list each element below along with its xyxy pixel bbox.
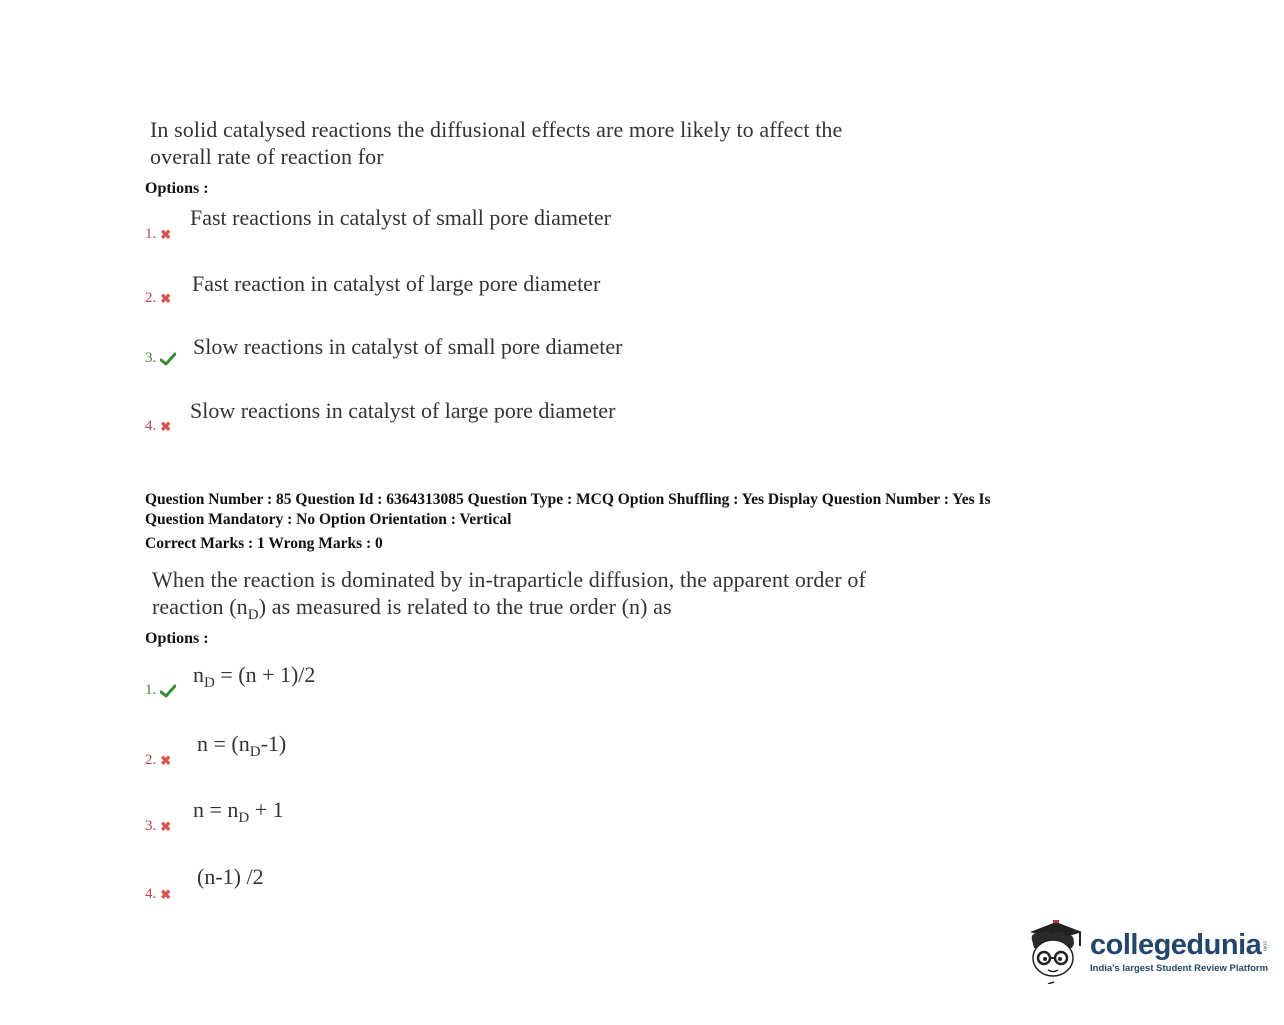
question-2-line-2: reaction $(n_D)$ as measured is related to the true order (n) as xyxy=(152,594,672,623)
q2-option-4-number: 4. ✖ xyxy=(145,886,172,902)
q1-option-4-text: Slow reactions in catalyst of large pore diameter xyxy=(190,398,616,423)
question-2-meta xyxy=(145,490,991,530)
correct-check-icon xyxy=(160,352,176,366)
wrong-cross-icon: ✖ xyxy=(160,226,172,242)
q2-option-3-text: $n = n_D + 1$ xyxy=(193,797,284,826)
wrong-cross-icon: ✖ xyxy=(160,290,172,306)
question-2-text xyxy=(152,566,866,629)
brand-name: collegedunia xyxy=(1090,929,1262,961)
options-label-1: Options : xyxy=(145,180,209,197)
question-1-line-2: overall rate of reaction for xyxy=(150,144,384,169)
mascot-icon xyxy=(1026,918,1084,984)
question-meta-line-1: Question Number : 85 Question Id : 6364313085 Question Type : MCQ Option Shuffling : Yes Display Question Number : Yes Is xyxy=(145,491,991,508)
q1-option-2-text: Fast reaction in catalyst of large pore diameter xyxy=(192,271,601,296)
wrong-cross-icon: ✖ xyxy=(160,752,172,768)
q2-option-1-text: $n_D = (n + 1)/2$ xyxy=(193,662,316,691)
question-1-text xyxy=(150,116,842,170)
question-meta-line-2: Question Mandatory : No Option Orientation : Vertical xyxy=(145,511,512,528)
q1-option-2-number: 2. ✖ xyxy=(145,290,172,306)
q1-option-3-number: 3. xyxy=(145,350,176,367)
brand-suffix: .com xyxy=(1261,940,1268,951)
q1-option-4-number: 4. ✖ xyxy=(145,418,172,434)
q2-option-2-text: $n = (n_D-1)$ xyxy=(197,731,287,760)
q1-option-1-text: Fast reactions in catalyst of small pore diameter xyxy=(190,205,611,230)
marks-line: Correct Marks : 1 Wrong Marks : 0 xyxy=(145,535,383,552)
q2-option-3-number: 3. ✖ xyxy=(145,818,172,834)
correct-check-icon xyxy=(160,684,176,698)
q1-option-3-text: Slow reactions in catalyst of small pore diameter xyxy=(193,334,623,359)
q2-option-2-number: 2. ✖ xyxy=(145,752,172,768)
brand-tagline: India's largest Student Review Platform xyxy=(1090,963,1269,974)
q2-option-4-text: (n-1) /2 xyxy=(197,864,264,889)
options-label-2: Options : xyxy=(145,630,209,647)
q1-option-1-number: 1. ✖ xyxy=(145,226,172,242)
wrong-cross-icon: ✖ xyxy=(160,886,172,902)
wrong-cross-icon: ✖ xyxy=(160,418,172,434)
collegedunia-logo xyxy=(1026,918,1268,984)
wrong-cross-icon: ✖ xyxy=(160,818,172,834)
question-2-line-1: When the reaction is dominated by in-traparticle diffusion, the apparent order of xyxy=(152,567,866,592)
q2-option-1-number: 1. xyxy=(145,682,176,699)
brand-block xyxy=(1090,918,1268,974)
question-1-line-1: In solid catalysed reactions the diffusional effects are more likely to affect the xyxy=(150,117,843,142)
